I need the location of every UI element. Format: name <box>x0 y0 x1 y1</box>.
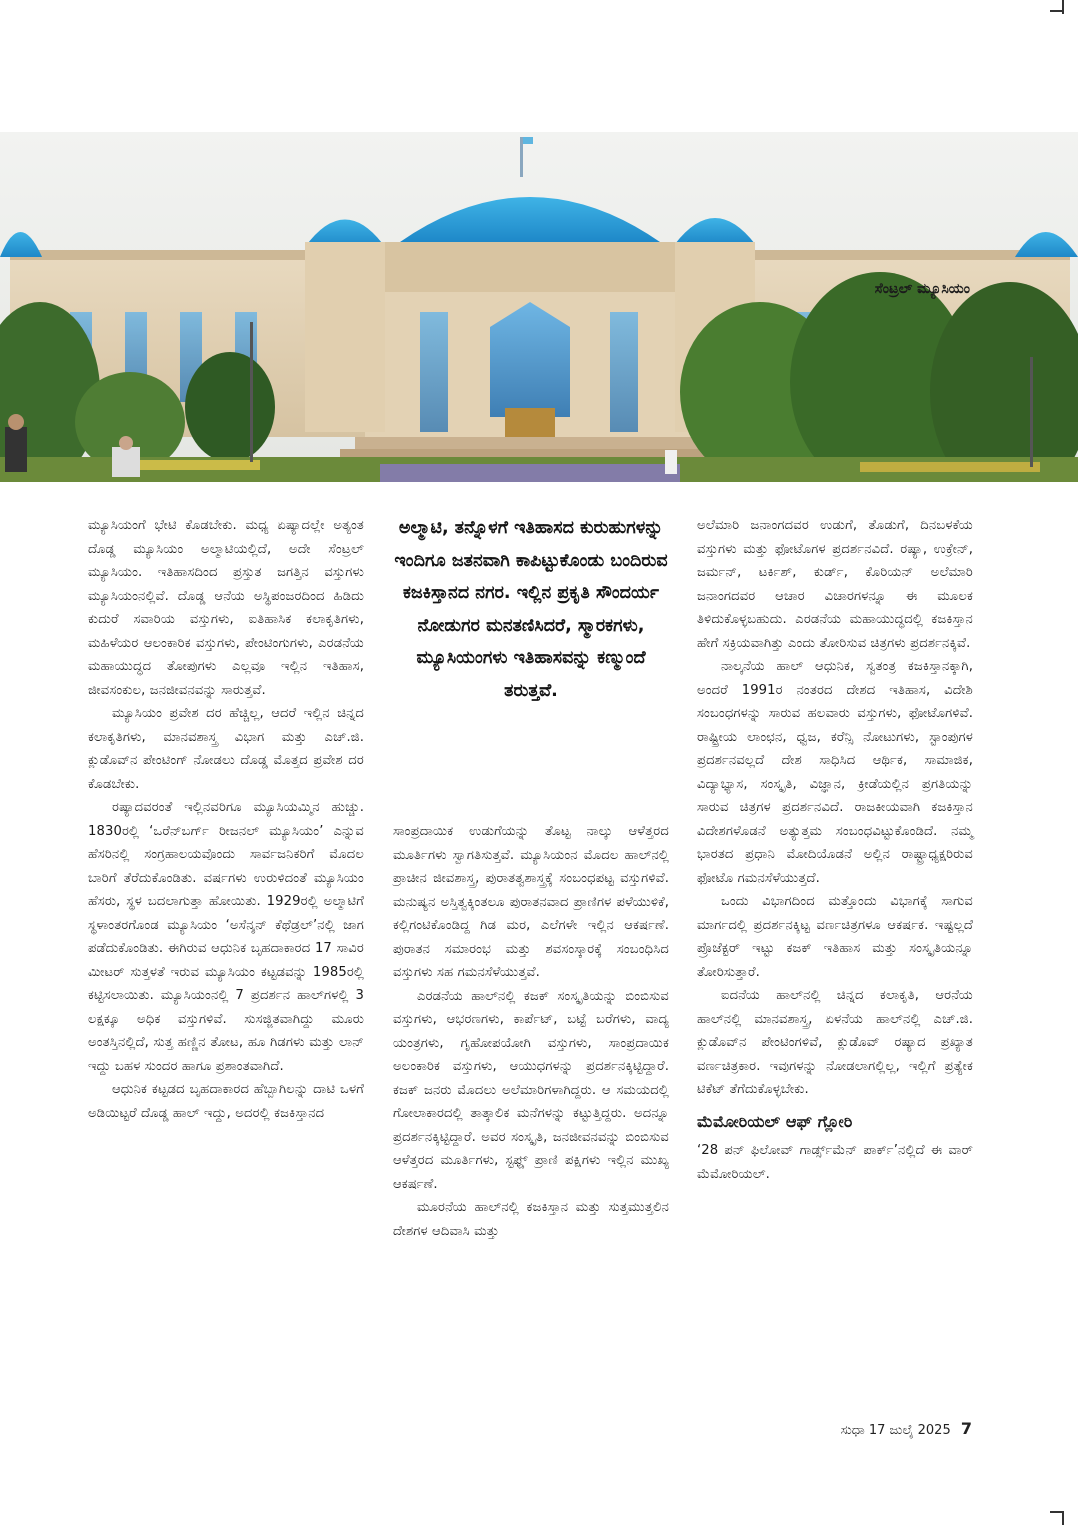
article-column-1 <box>88 514 364 1125</box>
paragraph: ನಾಲ್ಕನೆಯ ಹಾಲ್ ಆಧುನಿಕ, ಸ್ವತಂತ್ರ ಕಜಕಿಸ್ತಾನಕ್ಕಾಗಿ, ಅಂದರೆ 1991ರ ನಂತರದ ದೇಶದ ಇತಿಹಾಸ, ವಿದೇಶಿ ಸಂಬಂಧಗಳನ್ನು ಸಾರುವ ಹಲವಾರು ವಸ್ತುಗಳು, ಫೋಟೊಗಳಿವೆ. ರಾಷ್ಟ್ರೀಯ ಲಾಂಛನ, ಧ್ವಜ, ಕರೆನ್ಸಿ ನೋಟುಗಳು, ಸ್ಟಾಂಪುಗಳ ಪ್ರದರ್ಶನವಲ್ಲದೆ ದೇಶ ಸಾಧಿಸಿದ ಆರ್ಥಿಕ, ಸಾಮಾಜಿಕ, ವಿದ್ಯಾಭ್ಯಾಸ, ಸಂಸ್ಕೃತಿ, ವಿಜ್ಞಾನ, ಕ್ರೀಡೆಯಲ್ಲಿನ ಪ್ರಗತಿಯನ್ನು ಸಾರುವ ಚಿತ್ರಗಳ ಪ್ರದರ್ಶನವಿದೆ. ರಾಜಕೀಯವಾಗಿ ಕಜಕಿಸ್ತಾನ ವಿದೇಶಗಳೊಡನೆ ಅತ್ಯುತ್ತಮ ಸಂಬಂಧವಿಟ್ಟುಕೊಂಡಿದೆ. ನಮ್ಮ ಭಾರತದ ಪ್ರಧಾನಿ ಮೋದಿಯೊಡನೆ ಅಲ್ಲಿನ ರಾಷ್ಟ್ರಾಧ್ಯಕ್ಷರಿರುವ ಫೋಟೊ ಗಮನಸೆಳೆಯುತ್ತದೆ. <box>697 659 973 886</box>
issue-label: ಸುಧಾ 17 ಜುಲೈ 2025 <box>840 1423 951 1438</box>
article-column-2 <box>393 820 669 1243</box>
paragraph: ಮೂರನೆಯ ಹಾಲ್‌ನಲ್ಲಿ ಕಜಕಿಸ್ತಾನ ಮತ್ತು ಸುತ್ತಮುತ್ತಲಿನ ದೇಶಗಳ ಆದಿವಾಸಿ ಮತ್ತು <box>393 1200 669 1239</box>
paragraph: ‘28 ಪನ್ ಫಿಲೋವ್ ಗಾರ್ಡ್ಸ್‌ಮೆನ್ ಪಾರ್ಕ್’ನಲ್ಲಿದೆ ಈ ವಾರ್ ಮೆಮೋರಿಯಲ್. <box>697 1143 973 1182</box>
photo-caption: ಸೆಂಟ್ರಲ್ ಮ್ಯೂಸಿಯಂ <box>874 281 970 297</box>
paragraph: ಒಂದು ವಿಭಾಗದಿಂದ ಮತ್ತೊಂದು ವಿಭಾಗಕ್ಕೆ ಸಾಗುವ ಮಾರ್ಗದಲ್ಲಿ ಪ್ರದರ್ಶನಕ್ಕಿಟ್ಟ ವರ್ಣಚಿತ್ರಗಳೂ ಆಕರ್ಷಕ. ಇಷ್ಟಲ್ಲದೆ ಪ್ರೊಜೆಕ್ಟರ್ ಇಟ್ಟು ಕಜಕ್ ಇತಿಹಾಸ ಮತ್ತು ಸಂಸ್ಕೃತಿಯನ್ನೂ ತೋರಿಸುತ್ತಾರೆ. <box>697 894 973 980</box>
crop-mark <box>1062 1511 1064 1525</box>
page-footer <box>841 1419 972 1438</box>
paragraph: ರಷ್ಯಾದವರಂತೆ ಇಲ್ಲಿನವರಿಗೂ ಮ್ಯೂಸಿಯಮ್ಮಿನ ಹುಚ್ಚು. 1830ರಲ್ಲಿ ‘ಒರೆನ್‌ಬರ್ಗ್ ರೀಜನಲ್ ಮ್ಯೂಸಿಯಂ’ ಎನ್ನುವ ಹೆಸರಿನಲ್ಲಿ ಸಂಗ್ರಹಾಲಯವೊಂದು ಸಾರ್ವಜನಿಕರಿಗೆ ಮೊದಲ ಬಾರಿಗೆ ತೆರೆದುಕೊಂಡಿತು. ವರ್ಷಗಳು ಉರುಳಿದಂತೆ ಮ್ಯೂಸಿಯಂ ಹೆಸರು, ಸ್ಥಳ ಬದಲಾಗುತ್ತಾ ಹೋಯಿತು. 1929ರಲ್ಲಿ ಅಲ್ಮಾಟಿಗೆ ಸ್ಥಳಾಂತರಗೊಂಡ ಮ್ಯೂಸಿಯಂ ‘ಅಸೆನ್ಶನ್ ಕೆಥೆಡ್ರಲ್’ನಲ್ಲಿ ಜಾಗ ಪಡೆದುಕೊಂಡಿತು. ಈಗಿರುವ ಆಧುನಿಕ ಬೃಹದಾಕಾರದ 17 ಸಾವಿರ ಮೀಟರ್ ಸುತ್ತಳತೆ ಇರುವ ಮ್ಯೂಸಿಯಂ ಕಟ್ಟಡವನ್ನು 1985ರಲ್ಲಿ ಕಟ್ಟಿಸಲಾಯಿತು. ಮ್ಯೂಸಿಯಂನಲ್ಲಿ 7 ಪ್ರದರ್ಶನ ಹಾಲ್‌ಗಳಲ್ಲಿ 3 ಲಕ್ಷಕ್ಕೂ ಅಧಿಕ ವಸ್ತುಗಳಿವೆ. ಸುಸಜ್ಜಿತವಾಗಿದ್ದು ಮೂರು ಅಂತಸ್ತಿನಲ್ಲಿದೆ, ಸುತ್ತ ಹಣ್ಣಿನ ತೋಟ, ಹೂ ಗಿಡಗಳು ಮತ್ತು ಲಾನ್ ಇದ್ದು ಬಹಳ ಸುಂದರ ಹಾಗೂ ಪ್ರಶಾಂತವಾಗಿದೆ. <box>88 800 364 1074</box>
paragraph: ಮ್ಯೂಸಿಯಂಗೆ ಭೇಟಿ ಕೊಡಬೇಕು. ಮಧ್ಯ ಏಷ್ಯಾದಲ್ಲೇ ಅತ್ಯಂತ ದೊಡ್ಡ ಮ್ಯೂಸಿಯಂ ಅಲ್ಮಾಟಿಯಲ್ಲಿದೆ, ಅದೇ ಸೆಂಟ್ರಲ್ ಮ್ಯೂಸಿಯಂ. ಇತಿಹಾಸದಿಂದ ಪ್ರಸ್ತುತ ಜಗತ್ತಿನ ವಸ್ತುಗಳು ಮ್ಯೂಸಿಯಂನಲ್ಲಿವೆ. ದೊಡ್ಡ ಆನೆಯ ಅಸ್ಥಿಪಂಜರದಿಂದ ಹಿಡಿದು ಕುದುರೆ ಸವಾರಿಯ ವಸ್ತುಗಳು, ಐತಿಹಾಸಿಕ ಕಲಾಕೃತಿಗಳು, ಮಹಿಳೆಯರ ಆಲಂಕಾರಿಕ ವಸ್ತುಗಳು, ಪೇಂಟಿಂಗುಗಳು, ಎರಡನೆಯ ಮಹಾಯುದ್ಧದ ತೋಪುಗಳು ಎಲ್ಲವೂ ಇಲ್ಲಿನ ಇತಿಹಾಸ, ಜೀವಸಂಕುಲ, ಜನಜೀವನವನ್ನು ಸಾರುತ್ತವೆ. <box>88 518 364 698</box>
paragraph: ಎರಡನೆಯ ಹಾಲ್‌ನಲ್ಲಿ ಕಜಕ್ ಸಂಸ್ಕೃತಿಯನ್ನು ಬಿಂಬಿಸುವ ವಸ್ತುಗಳು, ಆಭರಣಗಳು, ಕಾರ್ಪೆಟ್, ಬಟ್ಟೆ ಬರೆಗಳು, ವಾದ್ಯ ಯಂತ್ರಗಳು, ಗೃಹೋಪಯೋಗಿ ವಸ್ತುಗಳು, ಸಾಂಪ್ರದಾಯಿಕ ಅಲಂಕಾರಿಕ ವಸ್ತುಗಳು, ಆಯುಧಗಳನ್ನು ಪ್ರದರ್ಶನಕ್ಕಿಟ್ಟಿದ್ದಾರೆ. ಕಜಕ್ ಜನರು ಮೊದಲು ಅಲೆಮಾರಿಗಳಾಗಿದ್ದರು. ಆ ಸಮಯದಲ್ಲಿ ಗೋಲಾಕಾರದಲ್ಲಿ ತಾತ್ಕಾಲಿಕ ಮನೆಗಳನ್ನು ಕಟ್ಟುತ್ತಿದ್ದರು. ಅದನ್ನೂ ಪ್ರದರ್ಶನಕ್ಕಿಟ್ಟಿದ್ದಾರೆ. ಅವರ ಸಂಸ್ಕೃತಿ, ಜನಜೀವನವನ್ನು ಬಿಂಬಿಸುವ ಆಳೆತ್ತರದ ಮೂರ್ತಿಗಳು, ಸ್ಟಫ್ಡ್ ಪ್ರಾಣಿ ಪಕ್ಷಿಗಳು ಇಲ್ಲಿನ ಮುಖ್ಯ ಆಕರ್ಷಣೆ. <box>393 988 669 1192</box>
paragraph: ಐದನೆಯ ಹಾಲ್‌ನಲ್ಲಿ ಚಿನ್ನದ ಕಲಾಕೃತಿ, ಆರನೆಯ ಹಾಲ್‌ನಲ್ಲಿ ಮಾನವಶಾಸ್ತ್ರ, ಏಳನೆಯ ಹಾಲ್‌ನಲ್ಲಿ ಎಚ್.ಜಿ. ಕ್ಲುಡೊವ್‌ನ ಪೇಂಟಿಂಗಳಿವೆ, ಕ್ಲುಡೊವ್ ರಷ್ಯಾದ ಪ್ರಖ್ಯಾತ ವರ್ಣಚಿತ್ರಕಾರ. ಇವುಗಳನ್ನು ನೋಡಲಾಗಲ್ಲಿಲ್ಲ, ಇಲ್ಲಿಗೆ ಪ್ರತ್ಯೇಕ ಟಿಕೆಟ್ ತೆಗೆದುಕೊಳ್ಳಬೇಕು. <box>697 988 973 1097</box>
pull-quote: ಅಲ್ಮಾಟಿ, ತನ್ನೊಳಗೆ ಇತಿಹಾಸದ ಕುರುಹುಗಳನ್ನು ಇಂದಿಗೂ ಜತನವಾಗಿ ಕಾಪಿಟ್ಟುಕೊಂಡು ಬಂದಿರುವ ಕಜಕಿಸ್ತಾನದ ನಗರ. ಇಲ್ಲಿನ ಪ್ರಕೃತಿ ಸೌಂದರ್ಯ ನೋಡುಗರ ಮನತಣಿಸಿದರೆ, ಸ್ಮಾರಕಗಳು, ಮ್ಯೂಸಿಯಂಗಳು ಇತಿಹಾಸವನ್ನು ಕಣ್ಮುಂದೆ ತರುತ್ತವೆ. <box>394 518 668 701</box>
paragraph: ಅಲೆಮಾರಿ ಜನಾಂಗದವರ ಉಡುಗೆ, ತೊಡುಗೆ, ದಿನಬಳಕೆಯ ವಸ್ತುಗಳು ಮತ್ತು ಫೋಟೊಗಳ ಪ್ರದರ್ಶನವಿದೆ. ರಷ್ಯಾ, ಉಕ್ರೇನ್, ಜರ್ಮನ್, ಟರ್ಕಿಶ್, ಕುರ್ಡ್, ಕೊರಿಯನ್ ಅಲೆಮಾರಿ ಜನಾಂಗದವರ ಆಚಾರ ವಿಚಾರಗಳನ್ನೂ ಈ ಮೂಲಕ ತಿಳಿದುಕೊಳ್ಳಬಹುದು. ಎರಡನೆಯ ಮಹಾಯುದ್ಧದಲ್ಲಿ ಕಜಕಿಸ್ತಾನ ಹೇಗೆ ಸಕ್ರಿಯವಾಗಿತ್ತು ಎಂದು ತೋರಿಸುವ ಚಿತ್ರಗಳು ಪ್ರದರ್ಶನಕ್ಕಿವೆ. <box>697 518 973 651</box>
crop-mark <box>1062 0 1064 14</box>
museum-photo <box>0 132 1078 482</box>
paragraph: ಮ್ಯೂಸಿಯಂ ಪ್ರವೇಶ ದರ ಹೆಚ್ಚಿಲ್ಲ, ಆದರೆ ಇಲ್ಲಿನ ಚಿನ್ನದ ಕಲಾಕೃತಿಗಳು, ಮಾನವಶಾಸ್ತ್ರ ವಿಭಾಗ ಮತ್ತು ಎಚ್.ಜಿ. ಕ್ಲುಡೊವ್‌ನ ಪೇಂಟಿಂಗ್ ನೋಡಲು ದೊಡ್ಡ ಮೊತ್ತದ ಪ್ರವೇಶ ದರ ಕೊಡಬೇಕು. <box>88 706 364 792</box>
article-column-3 <box>697 514 973 1186</box>
paragraph: ಆಧುನಿಕ ಕಟ್ಟಡದ ಬೃಹದಾಕಾರದ ಹೆಬ್ಬಾಗಿಲನ್ನು ದಾಟಿ ಒಳಗೆ ಅಡಿಯಿಟ್ಟರೆ ದೊಡ್ಡ ಹಾಲ್ ಇದ್ದು, ಅದರಲ್ಲಿ ಕಜಕಿಸ್ತಾನದ <box>88 1082 364 1121</box>
section-subheading: ಮೆಮೋರಿಯಲ್ ಆಫ್ ಗ್ಲೋರಿ <box>697 1111 853 1131</box>
page-number: 7 <box>960 1419 972 1438</box>
paragraph: ಸಾಂಪ್ರದಾಯಿಕ ಉಡುಗೆಯನ್ನು ತೊಟ್ಟ ನಾಲ್ಕು ಆಳೆತ್ತರದ ಮೂರ್ತಿಗಳು ಸ್ವಾಗತಿಸುತ್ತವೆ. ಮ್ಯೂಸಿಯಂನ ಮೊದಲ ಹಾಲ್‌ನಲ್ಲಿ ಪ್ರಾಚೀನ ಜೀವಶಾಸ್ತ್ರ, ಪುರಾತತ್ವಶಾಸ್ತ್ರಕ್ಕೆ ಸಂಬಂಧಪಟ್ಟ ವಸ್ತುಗಳಿವೆ. ಮನುಷ್ಯನ ಅಸ್ತಿತ್ವಕ್ಕಿಂತಲೂ ಪುರಾತನವಾದ ಪ್ರಾಣಿಗಳ ಪಳೆಯುಳಿಕೆ, ಕಲ್ಲಿಗಂಟಿಕೊಂಡಿದ್ದ ಗಿಡ ಮರ, ಎಲೆಗಳೇ ಇಲ್ಲಿನ ಆಕರ್ಷಣೆ. ಪುರಾತನ ಸಮಾರಂಭ ಮತ್ತು ಶವಸಂಸ್ಕಾರಕ್ಕೆ ಸಂಬಂಧಿಸಿದ ವಸ್ತುಗಳು ಸಹ ಗಮನಸೆಳೆಯುತ್ತವೆ. <box>393 824 669 980</box>
